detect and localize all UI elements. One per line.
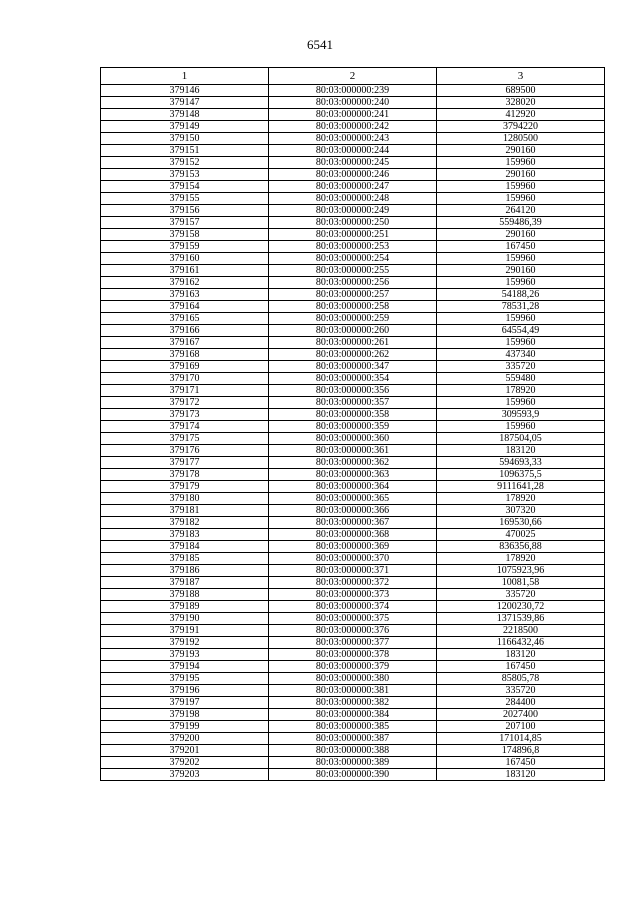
value-cell: 64554,49	[437, 325, 605, 337]
cadastral-number-cell: 80:03:000000:259	[269, 313, 437, 325]
value-cell: 1280500	[437, 133, 605, 145]
row-number-cell: 379162	[101, 277, 269, 289]
cadastral-number-cell: 80:03:000000:373	[269, 589, 437, 601]
cadastral-number-cell: 80:03:000000:367	[269, 517, 437, 529]
row-number-cell: 379170	[101, 373, 269, 385]
cadastral-number-cell: 80:03:000000:253	[269, 241, 437, 253]
table-row	[101, 361, 605, 373]
cadastral-number-cell: 80:03:000000:361	[269, 445, 437, 457]
row-number-cell: 379175	[101, 433, 269, 445]
cadastral-number-cell: 80:03:000000:244	[269, 145, 437, 157]
value-cell: 1075923,96	[437, 565, 605, 577]
row-number-cell: 379156	[101, 205, 269, 217]
value-cell: 167450	[437, 757, 605, 769]
row-number-cell: 379184	[101, 541, 269, 553]
table-row	[101, 733, 605, 745]
row-number-cell: 379177	[101, 457, 269, 469]
value-cell: 284400	[437, 697, 605, 709]
cadastral-number-cell: 80:03:000000:248	[269, 193, 437, 205]
value-cell: 328020	[437, 97, 605, 109]
row-number-cell: 379159	[101, 241, 269, 253]
row-number-cell: 379163	[101, 289, 269, 301]
value-cell: 335720	[437, 589, 605, 601]
cadastral-number-cell: 80:03:000000:371	[269, 565, 437, 577]
value-cell: 159960	[437, 277, 605, 289]
row-number-cell: 379169	[101, 361, 269, 373]
column-header-1: 1	[101, 68, 269, 85]
cadastral-number-cell: 80:03:000000:247	[269, 181, 437, 193]
cadastral-number-cell: 80:03:000000:369	[269, 541, 437, 553]
cadastral-number-cell: 80:03:000000:239	[269, 85, 437, 97]
row-number-cell: 379178	[101, 469, 269, 481]
cadastral-number-cell: 80:03:000000:390	[269, 769, 437, 781]
row-number-cell: 379186	[101, 565, 269, 577]
row-number-cell: 379158	[101, 229, 269, 241]
table-row	[101, 517, 605, 529]
table-row	[101, 145, 605, 157]
value-cell: 178920	[437, 553, 605, 565]
cadastral-number-cell: 80:03:000000:347	[269, 361, 437, 373]
value-cell: 174896,8	[437, 745, 605, 757]
cadastral-number-cell: 80:03:000000:246	[269, 169, 437, 181]
row-number-cell: 379167	[101, 337, 269, 349]
value-cell: 183120	[437, 649, 605, 661]
cadastral-number-cell: 80:03:000000:256	[269, 277, 437, 289]
cadastral-number-cell: 80:03:000000:387	[269, 733, 437, 745]
table-row	[101, 157, 605, 169]
table-row	[101, 397, 605, 409]
table-row	[101, 301, 605, 313]
cadastral-number-cell: 80:03:000000:241	[269, 109, 437, 121]
row-number-cell: 379188	[101, 589, 269, 601]
value-cell: 290160	[437, 169, 605, 181]
value-cell: 78531,28	[437, 301, 605, 313]
table-row	[101, 493, 605, 505]
row-number-cell: 379180	[101, 493, 269, 505]
value-cell: 335720	[437, 361, 605, 373]
table-row	[101, 649, 605, 661]
value-cell: 171014,85	[437, 733, 605, 745]
table-row	[101, 241, 605, 253]
value-cell: 159960	[437, 313, 605, 325]
cadastral-number-cell: 80:03:000000:372	[269, 577, 437, 589]
value-cell: 689500	[437, 85, 605, 97]
value-cell: 836356,88	[437, 541, 605, 553]
row-number-cell: 379173	[101, 409, 269, 421]
data-table	[100, 67, 605, 781]
row-number-cell: 379194	[101, 661, 269, 673]
cadastral-number-cell: 80:03:000000:245	[269, 157, 437, 169]
table-row	[101, 553, 605, 565]
row-number-cell: 379183	[101, 529, 269, 541]
row-number-cell: 379176	[101, 445, 269, 457]
value-cell: 159960	[437, 337, 605, 349]
row-number-cell: 379172	[101, 397, 269, 409]
table-row	[101, 313, 605, 325]
table-row	[101, 133, 605, 145]
row-number-cell: 379157	[101, 217, 269, 229]
value-cell: 167450	[437, 241, 605, 253]
row-number-cell: 379200	[101, 733, 269, 745]
row-number-cell: 379154	[101, 181, 269, 193]
value-cell: 9111641,28	[437, 481, 605, 493]
table-row	[101, 445, 605, 457]
value-cell: 290160	[437, 265, 605, 277]
table-row	[101, 409, 605, 421]
row-number-cell: 379192	[101, 637, 269, 649]
cadastral-number-cell: 80:03:000000:385	[269, 721, 437, 733]
value-cell: 2027400	[437, 709, 605, 721]
value-cell: 594693,33	[437, 457, 605, 469]
value-cell: 470025	[437, 529, 605, 541]
value-cell: 159960	[437, 397, 605, 409]
cadastral-number-cell: 80:03:000000:249	[269, 205, 437, 217]
row-number-cell: 379168	[101, 349, 269, 361]
table-row	[101, 193, 605, 205]
row-number-cell: 379152	[101, 157, 269, 169]
value-cell: 559480	[437, 373, 605, 385]
cadastral-number-cell: 80:03:000000:240	[269, 97, 437, 109]
value-cell: 169530,66	[437, 517, 605, 529]
row-number-cell: 379146	[101, 85, 269, 97]
table-row	[101, 181, 605, 193]
value-cell: 159960	[437, 181, 605, 193]
table-row	[101, 589, 605, 601]
value-cell: 1166432,46	[437, 637, 605, 649]
value-cell: 437340	[437, 349, 605, 361]
value-cell: 412920	[437, 109, 605, 121]
table-row	[101, 109, 605, 121]
cadastral-number-cell: 80:03:000000:243	[269, 133, 437, 145]
cadastral-number-cell: 80:03:000000:376	[269, 625, 437, 637]
table-row	[101, 529, 605, 541]
row-number-cell: 379151	[101, 145, 269, 157]
cadastral-number-cell: 80:03:000000:366	[269, 505, 437, 517]
value-cell: 183120	[437, 445, 605, 457]
cadastral-number-cell: 80:03:000000:250	[269, 217, 437, 229]
cadastral-number-cell: 80:03:000000:251	[269, 229, 437, 241]
cadastral-number-cell: 80:03:000000:362	[269, 457, 437, 469]
cadastral-number-cell: 80:03:000000:357	[269, 397, 437, 409]
table-row	[101, 745, 605, 757]
value-cell: 167450	[437, 661, 605, 673]
cadastral-number-cell: 80:03:000000:363	[269, 469, 437, 481]
row-number-cell: 379149	[101, 121, 269, 133]
table-row	[101, 757, 605, 769]
cadastral-number-cell: 80:03:000000:364	[269, 481, 437, 493]
row-number-cell: 379179	[101, 481, 269, 493]
table-body	[101, 85, 605, 781]
row-number-cell: 379153	[101, 169, 269, 181]
value-cell: 1200230,72	[437, 601, 605, 613]
table-row	[101, 721, 605, 733]
table-row	[101, 637, 605, 649]
value-cell: 290160	[437, 145, 605, 157]
value-cell: 178920	[437, 385, 605, 397]
value-cell: 159960	[437, 253, 605, 265]
row-number-cell: 379187	[101, 577, 269, 589]
row-number-cell: 379189	[101, 601, 269, 613]
cadastral-number-cell: 80:03:000000:365	[269, 493, 437, 505]
cadastral-number-cell: 80:03:000000:258	[269, 301, 437, 313]
table-row	[101, 97, 605, 109]
row-number-cell: 379191	[101, 625, 269, 637]
cadastral-number-cell: 80:03:000000:378	[269, 649, 437, 661]
row-number-cell: 379182	[101, 517, 269, 529]
table-row	[101, 169, 605, 181]
cadastral-number-cell: 80:03:000000:368	[269, 529, 437, 541]
table-row	[101, 709, 605, 721]
value-cell: 1371539,86	[437, 613, 605, 625]
table-row	[101, 217, 605, 229]
header-row	[101, 68, 605, 85]
row-number-cell: 379148	[101, 109, 269, 121]
cadastral-number-cell: 80:03:000000:388	[269, 745, 437, 757]
row-number-cell: 379199	[101, 721, 269, 733]
cadastral-number-cell: 80:03:000000:356	[269, 385, 437, 397]
column-header-2: 2	[269, 68, 437, 85]
row-number-cell: 379190	[101, 613, 269, 625]
table-header	[101, 68, 605, 85]
table-row	[101, 697, 605, 709]
cadastral-number-cell: 80:03:000000:375	[269, 613, 437, 625]
value-cell: 85805,78	[437, 673, 605, 685]
table-row	[101, 661, 605, 673]
table-row	[101, 289, 605, 301]
value-cell: 335720	[437, 685, 605, 697]
row-number-cell: 379196	[101, 685, 269, 697]
value-cell: 207100	[437, 721, 605, 733]
row-number-cell: 379160	[101, 253, 269, 265]
row-number-cell: 379198	[101, 709, 269, 721]
table-row	[101, 349, 605, 361]
row-number-cell: 379185	[101, 553, 269, 565]
cadastral-number-cell: 80:03:000000:384	[269, 709, 437, 721]
row-number-cell: 379147	[101, 97, 269, 109]
cadastral-number-cell: 80:03:000000:257	[269, 289, 437, 301]
table-row	[101, 565, 605, 577]
cadastral-number-cell: 80:03:000000:374	[269, 601, 437, 613]
cadastral-number-cell: 80:03:000000:370	[269, 553, 437, 565]
table-row	[101, 769, 605, 781]
table-row	[101, 277, 605, 289]
row-number-cell: 379166	[101, 325, 269, 337]
cadastral-number-cell: 80:03:000000:358	[269, 409, 437, 421]
table-row	[101, 541, 605, 553]
table-row	[101, 625, 605, 637]
table-row	[101, 121, 605, 133]
table-row	[101, 685, 605, 697]
row-number-cell: 379181	[101, 505, 269, 517]
value-cell: 3794220	[437, 121, 605, 133]
table-row	[101, 229, 605, 241]
value-cell: 183120	[437, 769, 605, 781]
cadastral-number-cell: 80:03:000000:380	[269, 673, 437, 685]
table-row	[101, 385, 605, 397]
table-row	[101, 85, 605, 97]
value-cell: 54188,26	[437, 289, 605, 301]
page-number: 6541	[307, 37, 333, 52]
table-row	[101, 505, 605, 517]
cadastral-number-cell: 80:03:000000:255	[269, 265, 437, 277]
cadastral-number-cell: 80:03:000000:381	[269, 685, 437, 697]
row-number-cell: 379164	[101, 301, 269, 313]
table-row	[101, 373, 605, 385]
table-row	[101, 673, 605, 685]
table-row	[101, 457, 605, 469]
cadastral-number-cell: 80:03:000000:377	[269, 637, 437, 649]
cadastral-number-cell: 80:03:000000:260	[269, 325, 437, 337]
column-header-3: 3	[437, 68, 605, 85]
cadastral-number-cell: 80:03:000000:389	[269, 757, 437, 769]
row-number-cell: 379155	[101, 193, 269, 205]
row-number-cell: 379197	[101, 697, 269, 709]
table-row	[101, 253, 605, 265]
table-row	[101, 601, 605, 613]
table-row	[101, 481, 605, 493]
cadastral-number-cell: 80:03:000000:354	[269, 373, 437, 385]
row-number-cell: 379171	[101, 385, 269, 397]
cadastral-number-cell: 80:03:000000:359	[269, 421, 437, 433]
table-row	[101, 337, 605, 349]
value-cell: 290160	[437, 229, 605, 241]
cadastral-number-cell: 80:03:000000:261	[269, 337, 437, 349]
cadastral-number-cell: 80:03:000000:379	[269, 661, 437, 673]
table-row	[101, 421, 605, 433]
cadastral-number-cell: 80:03:000000:382	[269, 697, 437, 709]
value-cell: 10081,58	[437, 577, 605, 589]
cadastral-number-cell: 80:03:000000:242	[269, 121, 437, 133]
value-cell: 159960	[437, 421, 605, 433]
value-cell: 559486,39	[437, 217, 605, 229]
table-row	[101, 469, 605, 481]
row-number-cell: 379195	[101, 673, 269, 685]
value-cell: 159960	[437, 193, 605, 205]
row-number-cell: 379165	[101, 313, 269, 325]
table-row	[101, 205, 605, 217]
value-cell: 159960	[437, 157, 605, 169]
value-cell: 1096375,5	[437, 469, 605, 481]
row-number-cell: 379193	[101, 649, 269, 661]
value-cell: 2218500	[437, 625, 605, 637]
value-cell: 309593,9	[437, 409, 605, 421]
value-cell: 178920	[437, 493, 605, 505]
row-number-cell: 379202	[101, 757, 269, 769]
row-number-cell: 379203	[101, 769, 269, 781]
cadastral-number-cell: 80:03:000000:254	[269, 253, 437, 265]
table-row	[101, 433, 605, 445]
cadastral-number-cell: 80:03:000000:360	[269, 433, 437, 445]
row-number-cell: 379174	[101, 421, 269, 433]
row-number-cell: 379161	[101, 265, 269, 277]
cadastral-number-cell: 80:03:000000:262	[269, 349, 437, 361]
table-row	[101, 613, 605, 625]
value-cell: 264120	[437, 205, 605, 217]
row-number-cell: 379150	[101, 133, 269, 145]
table-row	[101, 265, 605, 277]
value-cell: 307320	[437, 505, 605, 517]
table-row	[101, 325, 605, 337]
table-row	[101, 577, 605, 589]
row-number-cell: 379201	[101, 745, 269, 757]
value-cell: 187504,05	[437, 433, 605, 445]
